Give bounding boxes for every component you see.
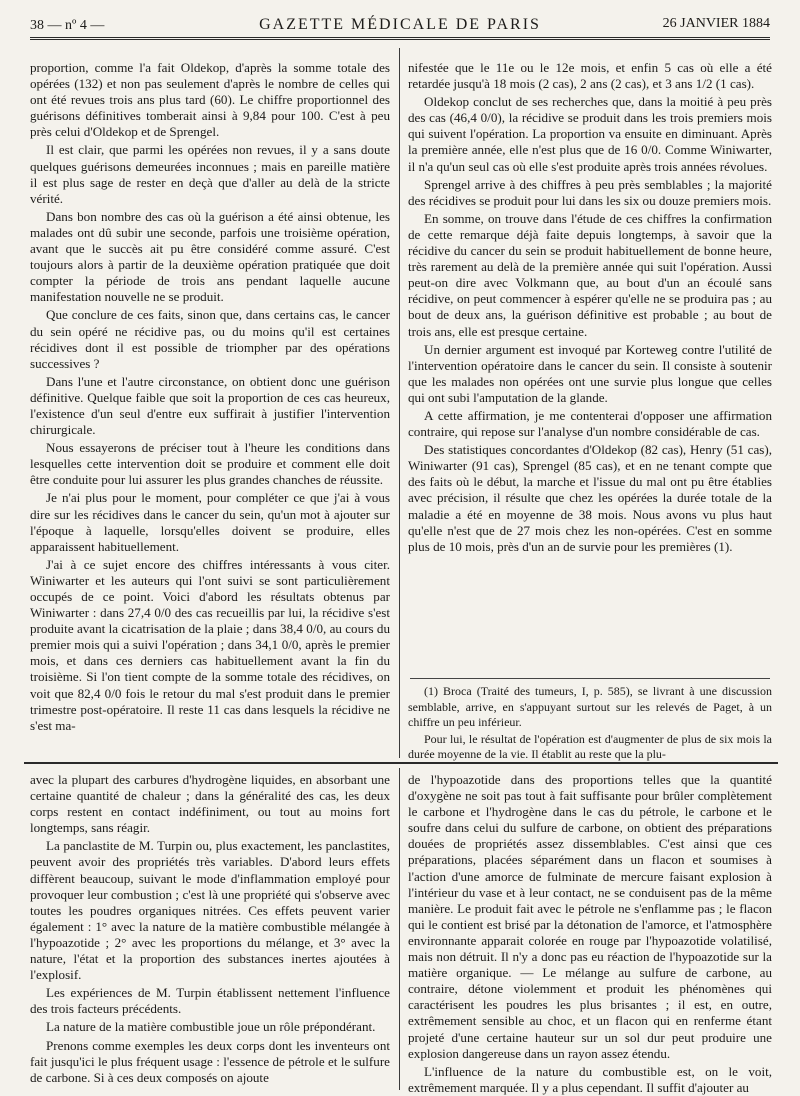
journal-title: GAZETTE MÉDICALE DE PARIS <box>259 16 541 33</box>
page-number: 38 — nº 4 — <box>30 18 105 33</box>
paragraph: J'ai à ce sujet encore des chiffres intéressants à vous citer. Winiwarter et les auteurs qui l'ont suivi se sont particulièrement occupés de ce point. Voici d'abord les résultats obtenus par Winiwarter : dans 27,4 0/0 des cas recueillis par lui, la récidive s'est produite avant la cicatrisation de la plaie ; dans 38,4 0/0, au cours du premier mois qui a suivi l'opération ; dans 34,1 0/0, après le premier mois, et dans ces derniers cas habituellement avant la fin du troisième. Si l'on tient compte de la somme totale des récidives, on voit que 82,4 0/0 fois le retour du mal s'est produit dans le premier trimestre post-opératoire. Il reste 11 cas dans lesquels la récidive ne s'est ma- <box>30 556 390 733</box>
paragraph: La nature de la matière combustible joue un rôle prépondérant. <box>46 1019 376 1035</box>
footnote-rule <box>410 678 770 679</box>
paragraph: Prenons comme exemples les deux corps dont les inventeurs ont fait jusqu'ici le plus fréquent usage : l'essence de pétrole et le sulfure de carbone. Si à ces deux composés on ajoute <box>30 1037 390 1085</box>
column-divider <box>399 768 400 1090</box>
paragraph: Dans l'une et l'autre circonstance, on obtient donc une guérison définitive. Quelque faible que soit la proportion de ces cas heureux, l'existence d'un seul d'entre eux suffirait à justifier l'intervention chirurgicale. <box>30 373 390 438</box>
paragraph: Que conclure de ces faits, sinon que, dans certains cas, le cancer du sein opéré ne récidive pas, ou du moins qu'il est certaines récidives dont il est possible de triompher par des opérations successives ? <box>30 307 390 371</box>
paragraph: proportion, comme l'a fait Oldekop, d'après la somme totale des opérées (132) et non pas seulement d'après le nombre de celles qui ont été revues trois ans plus tard (60). Le chiffre proportionnel des guérisons définitives tomberait ainsi à 9,84 pour 100. C'est à peu près celui d'Oldekop et de Sprengel. <box>30 60 390 140</box>
paragraph: L'influence de la nature du combustible est, on le voit, extrêmement marquée. Il y a plus cependant. Il suffit d'ajouter au <box>408 1063 772 1095</box>
column-divider <box>399 48 400 758</box>
paragraph: Des statistiques concordantes d'Oldekop (82 cas), Henry (51 cas), Winiwarter (91 cas), Sprengel (85 cas), et en ne tenant compte que des faits où le début, la marche et l'issue du mal ont pu être établies avec précision, il résulte que chez les opérées la durée totale de la maladie a été en moyenne de 38 mois. Nous avons vu plus haut qu'elle n'est que de 27 mois chez les non-opérées. C'est en somme plus de 10 mois, près d'un an de survie pour les premières (1). <box>408 442 772 554</box>
paragraph: Les expériences de M. Turpin établissent nettement l'influence des trois facteurs précédents. <box>30 985 390 1017</box>
paragraph: Je n'ai plus pour le moment, pour compléter ce que j'ai à vous dire sur les récidives dans le cancer du sein, qu'un mot à ajouter sur l'époque à laquelle, lorsqu'elles doivent se produire, elles apparaissent habituellement. <box>30 490 390 554</box>
paragraph: Un dernier argument est invoqué par Korteweg contre l'utilité de l'intervention opératoire dans le cancer du sein. Il consiste à soutenir que les malades non opérées ont une survie plus longue que celles qui ont subi l'amputation de la glande. <box>408 341 772 405</box>
paragraph: La panclastite de M. Turpin ou, plus exactement, les panclastites, peuvent avoir des propriétés très variables. D'abord leurs effets diffèrent beaucoup, suivant le mode d'inflammation employé pour provoquer leur combustion ; c'est là une propriété qui s'observe avec toutes les poudres organiques nitrées. Ces effets peuvent varier également : 1° avec la nature de la matière combustible mélangée à l'hypoazotide ; 2° avec les proportions du mélange, et 3° avec la nature, l'état et la proportion des substances inertes ajoutées à l'explosif. <box>30 838 390 983</box>
article-column-right <box>408 60 772 557</box>
feuilleton-column-left <box>30 772 390 1088</box>
paragraph: Nous essayerons de préciser tout à l'heure les conditions dans lesquelles cette intervention doit se produire et comment elle doit être conduite pour lui assurer les plus grandes chanches de réussite. <box>30 440 390 488</box>
paragraph: Dans bon nombre des cas où la guérison a été ainsi obtenue, les malades ont dû subir une seconde, parfois une troisième opération, avant que le succès ait pu être considéré comme assuré. C'est toujours alors à partir de la deuxième opération pratiquée que doit compter la période de trois ans pendant laquelle aucune manifestation nouvelle ne se produit. <box>30 208 390 305</box>
paragraph: de l'hypoazotide dans des proportions telles que la quantité d'oxygène ne soit pas tout à fait suffisante pour brûler complètement le carbone et l'hydrogène dans le cas du pétrole, le carbone et le soufre dans celui du sulfure de carbone, on obtient des préparations douées de propriétés assez dissemblables. C'est ainsi que ces préparations, placées séparément dans un flacon et soumises à l'action d'une amorce de fulminate de mercure faisant explosion à l'intérieur du vase et à leur contact, ne se conduisent pas de la même manière. Le produit fait avec le pétrole ne s'enflamme pas ; le flacon qui le contient est brisé par la détonation de l'amorce, et l'atmosphère environnante apparait colorée en rouge par l'hypoazotide volatilisé, mais non détruit. Il n'y a donc pas eu réaction de l'hypoazotide sur la matière organique. — Le mélange au sulfure de carbone, au contraire, détone violemment et produit les phénomènes qui caractérisent les poudres les plus brisantes ; il est, en outre, extrêmement sensible au choc, et un flacon qui en renferme étant projeté d'une certaine hauteur sur un sol dur peut produire une explosion dangereuse dans un rayon assez étendu. <box>408 772 772 1061</box>
paragraph: Sprengel arrive à des chiffres à peu près semblables ; la majorité des récidives se produit pour lui dans les six ou douze premiers mois. <box>408 176 772 208</box>
paragraph: Oldekop conclut de ses recherches que, dans la moitié à peu près des cas (46,4 0/0), la récidive se produit dans les trois premiers mois qui suivent l'opération. La proportion va ensuite en diminuant. Après la première année, elle n'est plus que de 16 0/0. Comme Winiwarter, il n'a qu'un seul cas où elle s'est produite après trois années révolues. <box>408 94 772 174</box>
paragraph: A cette affirmation, je me contenterai d'opposer une affirmation contraire, qui repose sur l'analyse d'un nombre considérable de cas. <box>408 407 772 440</box>
article-column-left <box>30 60 390 736</box>
footnote-paragraph: (1) Broca (Traité des tumeurs, I, p. 585), se livrant à une discussion semblable, arrive, en s'appuyant surtout sur les relevés de Paget, à un chiffre un peu inférieur. <box>408 684 772 730</box>
paragraph: Il est clair, que parmi les opérées non revues, il y a sans doute quelques guérisons demeurées inconnues ; mais en pareille matière il est plus sage de rester en deçà que d'aller au delà de la stricte vérité. <box>30 142 390 206</box>
footnote-paragraph: Pour lui, le résultat de l'opération est d'augmenter de plus de six mois la durée moyenne de la vie. Il établit au reste que la plu- <box>408 731 772 762</box>
running-header <box>30 14 770 40</box>
paragraph: avec la plupart des carbures d'hydrogène liquides, en absorbant une certaine quantité de chaleur ; dans la généralité des cas, les deux corps restent en contact indéfiniment, ou tout au moins fort longtemps, sans réagir. <box>30 772 390 836</box>
feuilleton-column-right <box>408 772 772 1096</box>
section-divider <box>24 762 778 764</box>
footnote <box>408 684 772 764</box>
paragraph: En somme, on trouve dans l'étude de ces chiffres la confirmation de cette remarque déjà faite depuis longtemps, à savoir que la récidive du cancer du sein se produit habituellement de bonne heure, très rarement au delà de la première année qui suit l'opération. Aussi peut-on dire avec Volkmann que, au bout d'un an écoulé sans récidive, on peut commencer à espérer qu'elle ne se produira pas ; au bout de deux ans, la guérison définitive est probable ; au bout de trois ans, elle est presque certaine. <box>408 210 772 339</box>
issue-date: 26 JANVIER 1884 <box>662 16 770 31</box>
paragraph: nifestée que le 11e ou le 12e mois, et enfin 5 cas où elle a été retardée jusqu'à 18 mois (2 cas), 2 ans (2 cas), et 3 ans 1/2 (1 cas). <box>408 60 772 92</box>
